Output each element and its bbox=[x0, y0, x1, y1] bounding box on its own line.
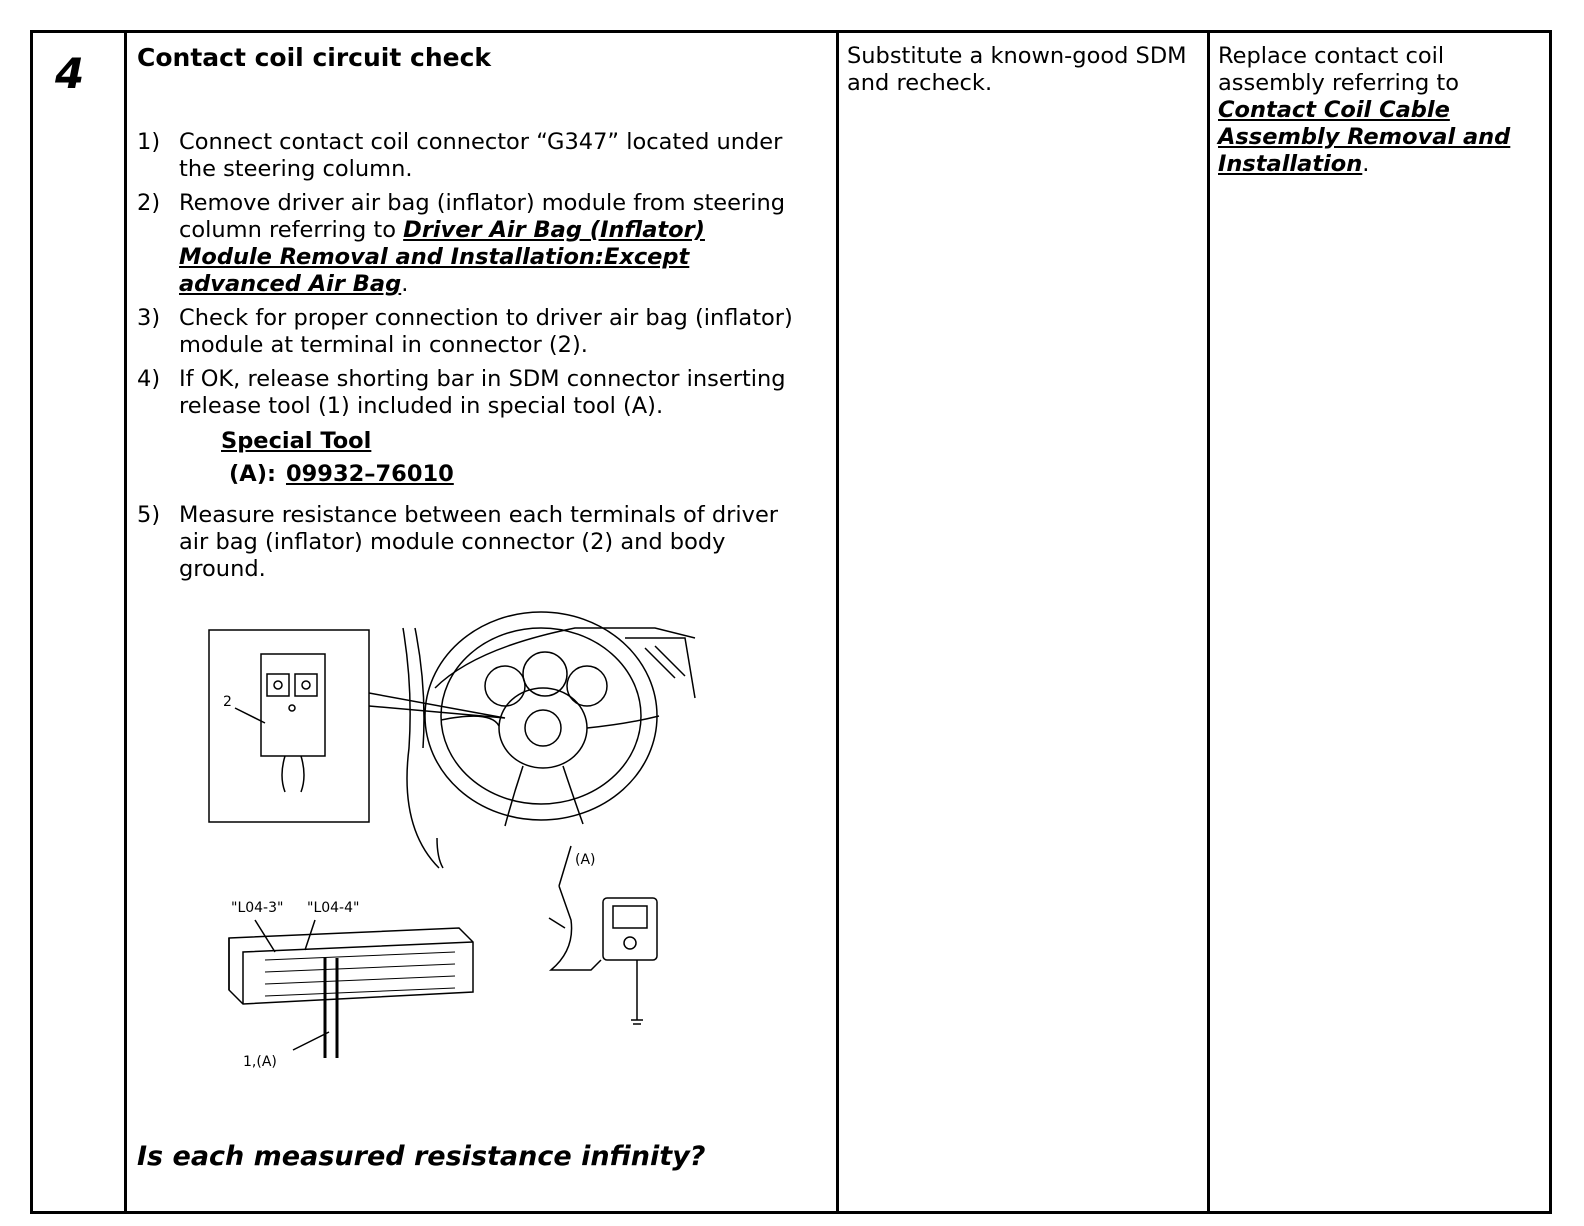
step-list bbox=[137, 129, 797, 590]
step-number-column bbox=[33, 33, 127, 1211]
list-item: 2) Remove driver air bag (inflator) module from steering column referring to Driver Air Bag (Inflator) Module Removal and Installation:Except advanced Air Bag. bbox=[137, 190, 786, 297]
list-item: 1) Connect contact coil connector “G347” located under the steering column. bbox=[137, 129, 783, 182]
label-connector-2: 2 bbox=[223, 694, 232, 710]
list-item: 4) If OK, release shorting bar in SDM connector inserting release tool (1) included in special tool (A). Special Tool (A): 09932–76010 bbox=[137, 366, 797, 488]
contact-coil-removal-link[interactable]: Contact Coil Cable Assembly Removal and Installation bbox=[1218, 97, 1511, 177]
label-a: (A) bbox=[575, 852, 596, 868]
steering-connector-diagram bbox=[205, 588, 699, 1070]
step-action-column bbox=[127, 33, 839, 1211]
diagnostic-table bbox=[30, 30, 1552, 1214]
step-question: Is each measured resistance infinity? bbox=[137, 1141, 706, 1172]
step-title: Contact coil circuit check bbox=[137, 43, 492, 72]
label-l04-3: "L04-3" bbox=[231, 900, 284, 916]
inset-frame bbox=[209, 630, 369, 822]
special-tool-number: 09932–76010 bbox=[285, 461, 454, 487]
label-tool: 1,(A) bbox=[243, 1054, 277, 1070]
list-item: 3) Check for proper connection to driver air bag (inflator) module at terminal in connector (2). bbox=[137, 305, 793, 358]
yes-column bbox=[839, 33, 1210, 1211]
special-tool: Special Tool (A): 09932–76010 bbox=[221, 428, 797, 488]
step-number: 4 bbox=[55, 49, 85, 98]
list-item: 5) Measure resistance between each terminals of driver air bag (inflator) module connector (2) and body ground. bbox=[137, 502, 779, 582]
special-tool-heading: Special Tool bbox=[221, 428, 372, 454]
driver-airbag-removal-link[interactable]: Driver Air Bag (Inflator) Module Removal and Installation:Except advanced Air Bag bbox=[179, 217, 705, 297]
no-column bbox=[1210, 33, 1549, 1211]
yes-text: Substitute a known-good SDM and recheck. bbox=[847, 43, 1187, 96]
no-text: Replace contact coil assembly referring to Contact Coil Cable Assembly Removal and Installation. bbox=[1218, 43, 1511, 177]
label-l04-4: "L04-4" bbox=[307, 900, 360, 916]
